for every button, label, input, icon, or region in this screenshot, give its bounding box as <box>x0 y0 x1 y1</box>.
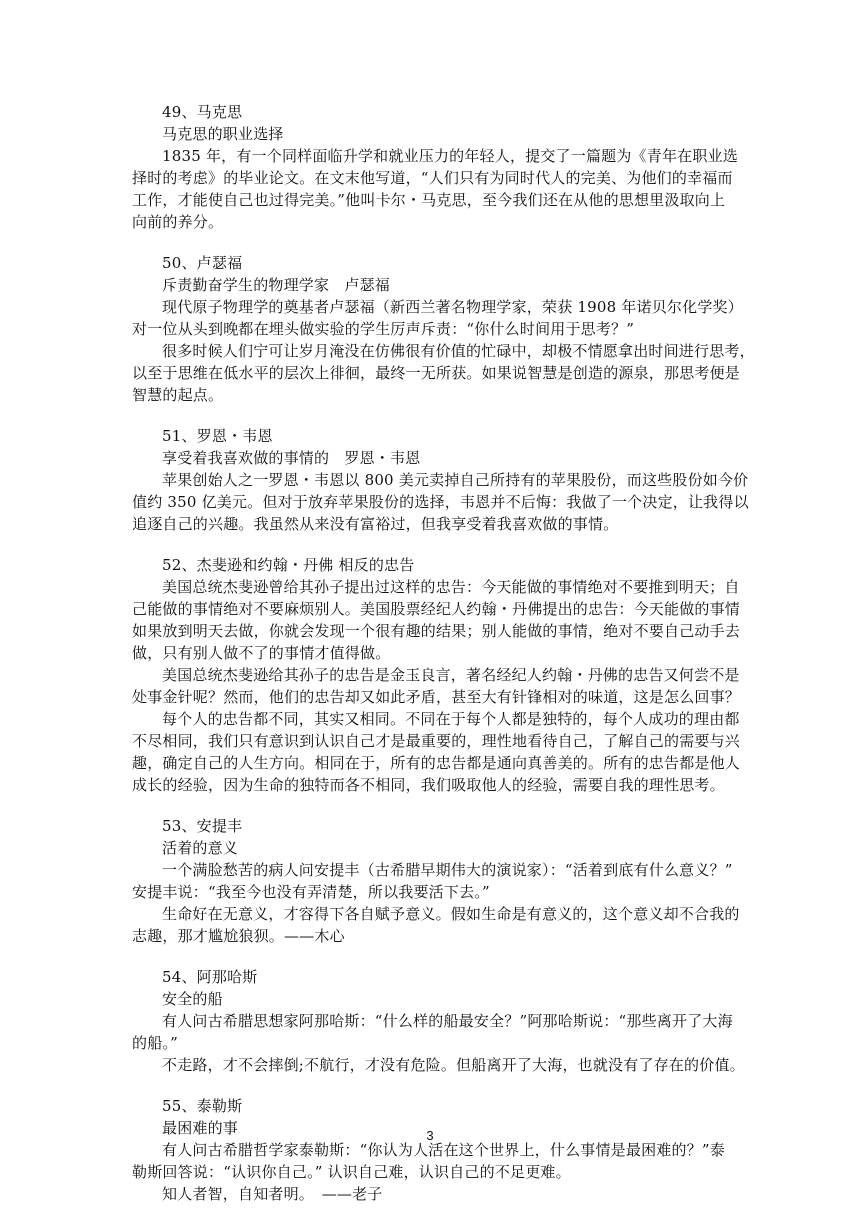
paragraph-line: 生命好在无意义，才容得下各自赋予意义。假如生命是有意义的，这个意义却不合我的 <box>162 905 740 923</box>
section-subtitle: 斥责勤奋学生的物理学家 卢瑟福 <box>162 276 391 294</box>
article-section <box>132 554 760 796</box>
section-heading: 52、杰斐逊和约翰・丹佛 相反的忠告 <box>162 556 415 574</box>
section-heading: 49、马克思 <box>162 103 243 121</box>
paragraph-line: 己能做的事情绝对不要麻烦别人。美国股票经纪人约翰・丹佛提出的忠告：今天能做的事情 <box>132 600 741 618</box>
paragraph-line: 有人问古希腊思想家阿那哈斯：“什么样的船最安全？”阿那哈斯说：“那些离开了大海 <box>162 1012 733 1030</box>
paragraph-line: 如果放到明天去做，你就会发现一个很有趣的结果；别人能做的事情，绝对不要自己动手去 <box>132 622 741 640</box>
article-section <box>132 815 760 947</box>
paragraph-line: 很多时候人们宁可让岁月淹没在仿佛很有价值的忙碌中，却极不情愿拿出时间进行思考， <box>162 342 755 360</box>
paragraph-line: 不尽相同，我们只有意识到认识自己才是最重要的，理性地看待自己，了解自己的需要与兴 <box>132 732 741 750</box>
paragraph-line: 追逐自己的兴趣。我虽然从来没有富裕过，但我享受着我喜欢做的事情。 <box>132 515 619 533</box>
paragraph-line: 安提丰说：“我至今也没有弄清楚，所以我要活下去。” <box>132 883 490 901</box>
paragraph-line: 知人者智，自知者明。 ——老子 <box>162 1185 383 1203</box>
article-section <box>132 966 760 1076</box>
article-section <box>132 101 760 233</box>
section-heading: 50、卢瑟福 <box>162 254 243 272</box>
paragraph-line: 美国总统杰斐逊给其孙子的忠告是金玉良言，著名经纪人约翰・丹佛的忠告又何尝不是 <box>162 666 740 684</box>
paragraph-line: 工作，才能使自己也过得完美。”他叫卡尔・马克思，至今我们还在从他的思想里汲取向上 <box>132 191 726 209</box>
section-subtitle: 马克思的职业选择 <box>162 125 284 143</box>
paragraph-line: 有人问古希腊哲学家泰勒斯：“你认为人活在这个世界上，什么事情是最困难的？”泰 <box>162 1141 725 1159</box>
document-body <box>132 101 760 1205</box>
section-subtitle: 安全的船 <box>162 990 223 1008</box>
paragraph-line: 一个满脸愁苦的病人问安提丰（古希腊早期伟大的演说家）：“活着到底有什么意义？” <box>162 861 733 879</box>
paragraph-line: 智慧的起点。 <box>132 386 224 404</box>
paragraph-line: 以至于思维在低水平的层次上徘徊，最终一无所获。如果说智慧是创造的源泉，那思考便是 <box>132 364 741 382</box>
section-heading: 55、泰勒斯 <box>162 1097 243 1115</box>
section-heading: 53、安提丰 <box>162 817 243 835</box>
paragraph-line: 1835 年，有一个同样面临升学和就业压力的年轻人，提交了一篇题为《青年在职业选 <box>162 147 738 165</box>
section-heading: 54、阿那哈斯 <box>162 968 258 986</box>
paragraph-line: 值约 350 亿美元。但对于放弃苹果股份的选择，韦恩并不后悔：我做了一个决定，让我得以 <box>132 493 749 511</box>
section-heading: 51、罗恩・韦恩 <box>162 427 273 445</box>
paragraph-line: 勒斯回答说：“认识你自己。” 认识自己难，认识自己的不足更难。 <box>132 1163 571 1181</box>
section-subtitle: 活着的意义 <box>162 839 239 857</box>
page-number: 3 <box>426 1128 434 1143</box>
paragraph-line: 对一位从头到晚都在埋头做实验的学生厉声斥责：“你什么时间用于思考？” <box>132 320 635 338</box>
paragraph-line: 苹果创始人之一罗恩・韦恩以 800 美元卖掉自己所持有的苹果股份，而这些股份如今价 <box>162 471 749 489</box>
paragraph-line: 处事金针呢？然而，他们的忠告却又如此矛盾，甚至大有针锋相对的味道，这是怎么回事？ <box>132 688 741 706</box>
article-section <box>132 1095 760 1205</box>
paragraph-line: 做，只有别人做不了的事情才值得做。 <box>132 644 391 662</box>
paragraph-line: 不走路，才不会摔倒;不航行，才没有危险。但船离开了大海，也就没有了存在的价值。 <box>162 1056 745 1074</box>
section-subtitle: 享受着我喜欢做的事情的 罗恩・韦恩 <box>162 449 421 467</box>
paragraph-line: 的船。” <box>132 1034 178 1052</box>
paragraph-line: 向前的养分。 <box>132 213 224 231</box>
section-subtitle: 最困难的事 <box>162 1119 239 1137</box>
paragraph-line: 趣，确定自己的人生方向。相同在于，所有的忠告都是通向真善美的。所有的忠告都是他人 <box>132 754 741 772</box>
paragraph-line: 每个人的忠告都不同，其实又相同。不同在于每个人都是独特的，每个人成功的理由都 <box>162 710 740 728</box>
paragraph-line: 现代原子物理学的奠基者卢瑟福（新西兰著名物理学家，荣获 1908 年诺贝尔化学奖） <box>162 298 743 316</box>
section-subtitle: 美国总统杰斐逊曾给其孙子提出过这样的忠告：今天能做的事情绝对不要推到明天；自 <box>162 578 740 596</box>
paragraph-line: 志趣，那才尴尬狼狈。——木心 <box>132 927 345 945</box>
paragraph-line: 成长的经验，因为生命的独特而各不相同，我们吸取他人的经验，需要自我的理性思考。 <box>132 776 725 794</box>
article-section <box>132 425 760 535</box>
paragraph-line: 择时的考虑》的毕业论文。在文末他写道，“人们只有为同时代人的完美、为他们的幸福而 <box>132 169 733 187</box>
article-section <box>132 252 760 406</box>
